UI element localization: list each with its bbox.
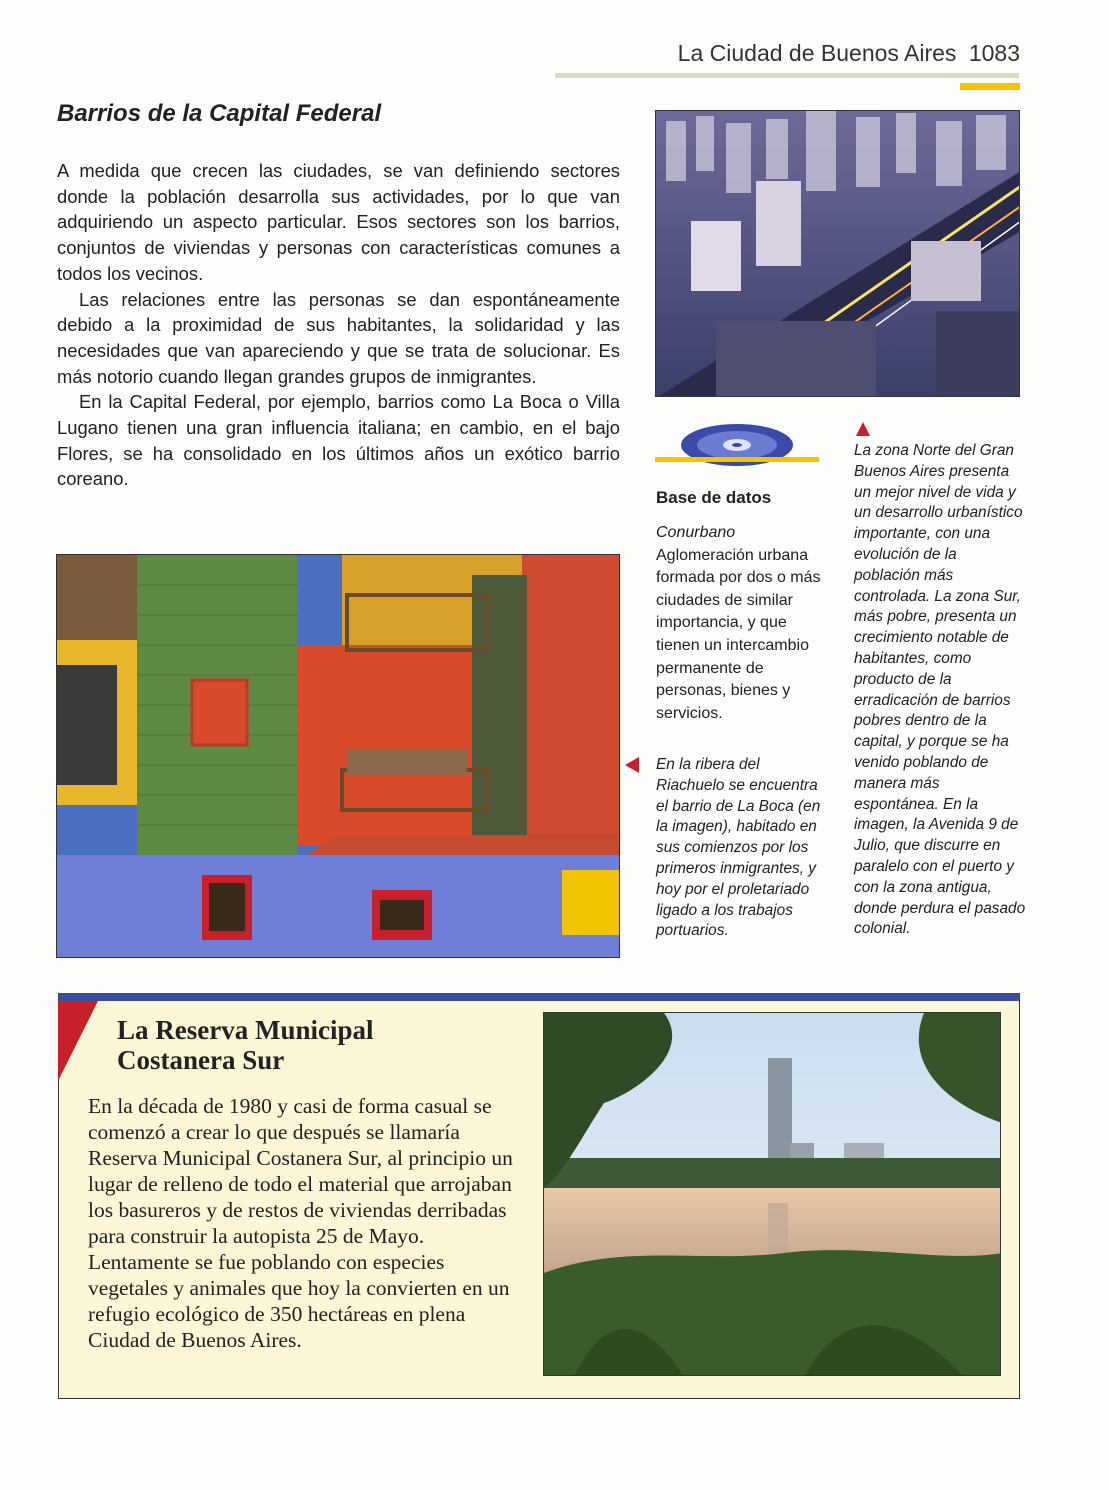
header-title: La Ciudad de Buenos Aires bbox=[677, 40, 957, 66]
city-night-photo bbox=[655, 110, 1020, 397]
feature-box-title-line2: Costanera Sur bbox=[117, 1045, 285, 1075]
caption-pointer-up-icon bbox=[856, 422, 870, 436]
la-boca-illustration bbox=[57, 555, 620, 958]
running-header bbox=[640, 40, 1020, 67]
paragraph-3: En la Capital Federal, por ejemplo, barrios como La Boca o Villa Lugano tienen una gran influencia italiana; en cambio, en el bajo Flores, se ha consolidado en los últimos años un exótico barrio coreano. bbox=[57, 391, 620, 490]
caption-zona-norte: La zona Norte del Gran Buenos Aires presenta un mejor nivel de vida y un desarrollo urbanístico importante, con una evolución de la población más controlada. La zona Sur, más pobre, presenta un crecimiento notable de habitantes, como producto de la erradicación de barrios pobres dentro de la capital, y porque se ha venido poblando de manera más espontánea. En la imagen, la Avenida 9 de Julio, que discurre en paralelo con el puerto y con la zona antigua, donde perdura el pasado colonial. bbox=[854, 442, 1026, 938]
page-number: 1083 bbox=[968, 40, 1020, 66]
database-title: Base de datos bbox=[656, 488, 772, 507]
caption-la-boca: En la ribera del Riachuelo se encuentra el barrio de La Boca (en la imagen), habitado en sus comienzos por los primeros inmigrantes, y hoy por el proletariado ligado a los trabajos portuarios. bbox=[656, 756, 821, 940]
database-definition bbox=[656, 522, 828, 725]
paragraph-1: A medida que crecen las ciudades, se van definiendo sectores donde la población desarrolla sus actividades, por lo que van adquiriendo un aspecto particular. Esos sectores son los barrios, conjuntos de viviendas y personas con características comunes a todos los vecinos. bbox=[57, 160, 620, 284]
la-boca-photo bbox=[56, 554, 620, 958]
feature-box-corner-accent bbox=[58, 1001, 98, 1081]
reserva-costanera-photo bbox=[543, 1012, 1001, 1376]
section-body bbox=[57, 158, 620, 492]
database-definition-text: Aglomeración urbana formada por dos o más ciudades de similar importancia, y que tienen un intercambio permanente de personas, bienes y servicios. bbox=[656, 546, 821, 722]
caption-pointer-left-icon bbox=[625, 757, 639, 773]
database-accent-bar bbox=[655, 457, 819, 462]
feature-box-title bbox=[117, 1015, 374, 1075]
reserva-illustration bbox=[544, 1013, 1001, 1376]
paragraph-2: Las relaciones entre las personas se dan espontáneamente debido a la proximidad de sus habitantes, la solidaridad y las necesidades que van apareciendo y que se trata de solucionar. Es más notorio cuando llegan grandes grupos de inmigrantes. bbox=[57, 288, 620, 387]
city-night-illustration bbox=[656, 111, 1020, 397]
feature-box-body: En la década de 1980 y casi de forma casual se comenzó a crear lo que después se llamaría Reserva Municipal Costanera Sur, al principio un lugar de relleno de todo el material que arrojaban los basureros y de restos de viviendas derribadas para construir la autopista 25 de Mayo. Lentamente se fue poblando con especies vegetales y animales que hoy la convierten en un refugio ecológico de 350 hectáreas en plena Ciudad de Buenos Aires. bbox=[88, 1094, 513, 1352]
header-accent-bar bbox=[960, 83, 1020, 90]
feature-box-title-line1: La Reserva Municipal bbox=[117, 1015, 374, 1045]
section-title: Barrios de la Capital Federal bbox=[57, 100, 382, 127]
database-term: Conurbano bbox=[656, 524, 736, 541]
header-rule bbox=[555, 73, 1019, 78]
